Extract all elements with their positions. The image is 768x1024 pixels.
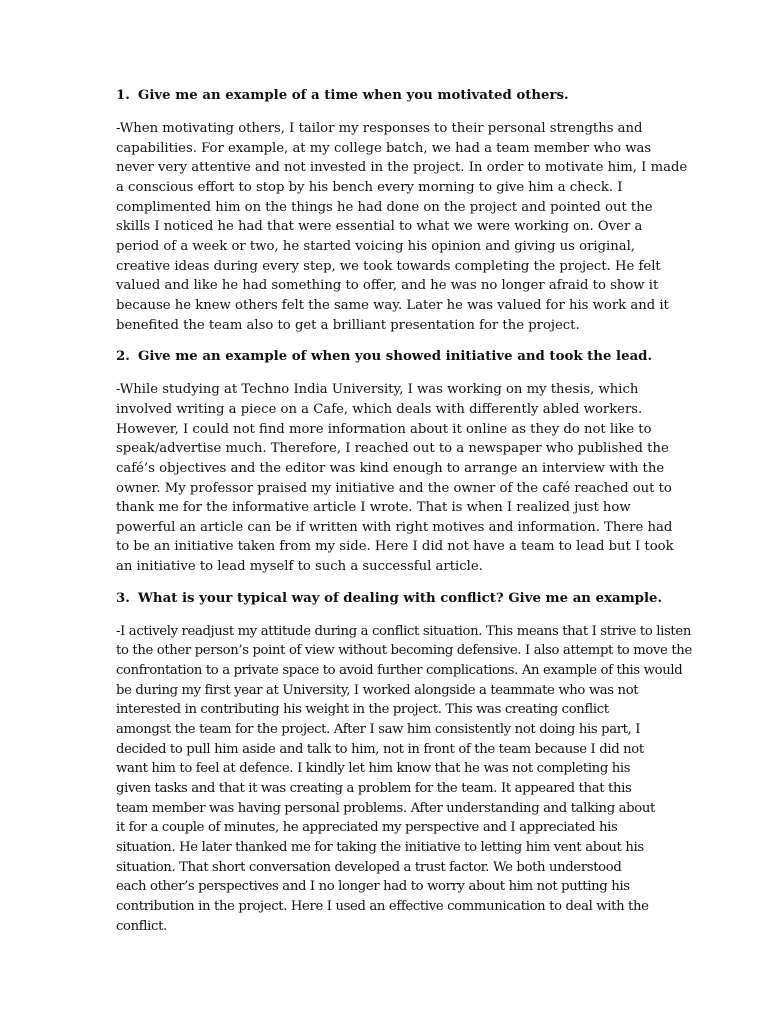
answer-line: period of a week or two, he started voicing his opinion and giving us original,	[116, 238, 636, 254]
question-heading	[116, 347, 680, 367]
question-text: What is your typical way of dealing with conflict? Give me an example.	[138, 590, 663, 606]
answer-line: be during my first year at University, I worked alongside a teammate who was not	[116, 682, 639, 698]
answer-line: given tasks and that it was creating a problem for the team. It appeared that this	[116, 781, 632, 797]
answer-paragraph	[116, 622, 692, 937]
answer-line: it for a couple of minutes, he appreciated my perspective and I appreciated his	[116, 820, 618, 836]
answer-line: benefited the team also to get a brilliant presentation for the project.	[116, 317, 580, 333]
answer-line: powerful an article can be if written with right motives and information. There had	[116, 519, 673, 535]
answer-line: However, I could not find more information about it online as they do not like to	[116, 421, 652, 437]
answer-line: never very attentive and not invested in the project. In order to motivate him, I made	[116, 160, 688, 176]
answer-line: -When motivating others, I tailor my responses to their personal strengths and	[116, 121, 643, 136]
answer-line: conflict.	[116, 918, 167, 934]
answer-line: an initiative to lead myself to such a successful article.	[116, 559, 483, 575]
answer-line: speak/advertise much. Therefore, I reached out to a newspaper who published the	[116, 441, 669, 457]
answer-line: complimented him on the things he had done on the project and pointed out the	[116, 199, 653, 215]
answer-line: thank me for the informative article I wrote. That is when I realized just how	[116, 500, 631, 516]
question-number: 2.	[116, 349, 130, 365]
question-number: 3.	[116, 590, 130, 606]
answer-line: skills I noticed he had that were essential to what we were working on. Over a	[116, 219, 643, 235]
section-1	[116, 86, 688, 335]
answer-line: want him to feel at defence. I kindly let him know that he was not completing his	[116, 761, 631, 777]
answer-paragraph	[116, 380, 680, 577]
answer-line: capabilities. For example, at my college batch, we had a team member who was	[116, 140, 652, 156]
answer-line: a conscious effort to stop by his bench every morning to give him a check. I	[116, 179, 623, 195]
answer-line: team member was having personal problems. After understanding and talking about	[116, 800, 655, 816]
answer-line: each other’s perspectives and I no longer had to worry about him not putting his	[116, 879, 630, 895]
answer-line: to the other person’s point of view without becoming defensive. I also attempt to move the	[116, 643, 692, 659]
section-3	[116, 589, 692, 937]
answer-line: to be an initiative taken from my side. Here I did not have a team to lead but I took	[116, 539, 674, 555]
question-heading	[116, 589, 680, 609]
answer-line: situation. That short conversation developed a trust factor. We both understood	[116, 859, 622, 875]
answer-line: situation. He later thanked me for taking the initiative to letting him vent about his	[116, 840, 644, 855]
answer-line: café’s objectives and the editor was kind enough to arrange an interview with the	[116, 460, 665, 476]
answer-line: valued and like he had something to offer, and he was no longer afraid to show it	[116, 278, 659, 294]
answer-line: creative ideas during every step, we took towards completing the project. He felt	[116, 258, 661, 274]
answer-line: contribution in the project. Here I used an effective communication to deal with the	[116, 898, 649, 914]
answer-line: -I actively readjust my attitude during a conflict situation. This means that I strive to listen	[116, 623, 691, 639]
answer-line: interested in contributing his weight in the project. This was creating conflict	[116, 702, 609, 718]
answer-paragraph	[116, 119, 688, 335]
question-text: Give me an example of a time when you motivated others.	[138, 88, 569, 103]
section-2	[116, 347, 680, 577]
answer-line: involved writing a piece on a Cafe, which deals with differently abled workers.	[116, 401, 643, 417]
answer-line: amongst the team for the project. After I saw him consistently not doing his part, I	[116, 722, 641, 738]
answer-line: -While studying at Techno India University, I was working on my thesis, which	[116, 382, 639, 398]
answer-line: confrontation to a private space to avoid further complications. An example of this would	[116, 663, 683, 679]
question-number: 1.	[116, 88, 130, 103]
answer-line: owner. My professor praised my initiative and the owner of the café reached out to	[116, 480, 672, 496]
answer-line: because he knew others felt the same way. Later he was valued for his work and it	[116, 297, 669, 313]
question-text: Give me an example of when you showed initiative and took the lead.	[138, 349, 653, 365]
question-heading	[116, 86, 680, 106]
answer-line: decided to pull him aside and talk to him, not in front of the team because I did not	[116, 741, 644, 757]
